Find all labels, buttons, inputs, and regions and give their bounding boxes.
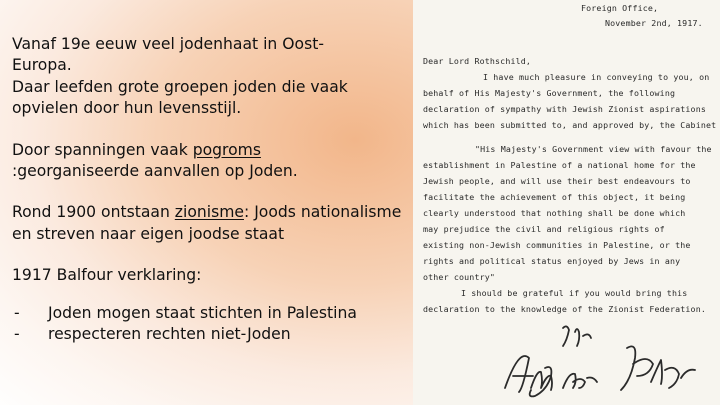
letter-line: "His Majesty's Government view with favour the — [475, 144, 712, 154]
letter-line: I have much pleasure in conveying to you, on — [483, 72, 710, 82]
balfour-bullets — [12, 303, 407, 346]
letter-line: I should be grateful if you would bring this — [461, 288, 688, 298]
intro-line: Daar leefden grote groepen joden die vaak — [12, 77, 348, 96]
letter-line: declaration to the knowledge of the Zionist Federation. — [423, 304, 706, 314]
zionism-prefix: Rond 1900 ontstaan — [12, 203, 175, 222]
letter-line: Foreign Office, — [581, 3, 659, 13]
zionism-definition: : Joods nationalisme en streven naar eigen joodse staat — [12, 203, 402, 243]
letter-line: other country" — [423, 272, 496, 282]
paragraph-pogroms — [12, 140, 407, 183]
pogroms-definition: :georganiseerde aanvallen op Joden. — [12, 162, 298, 181]
paragraph-balfour: 1917 Balfour verklaring: — [12, 266, 202, 285]
balfour-letter-image — [413, 0, 720, 405]
bullet-dash: - — [14, 303, 20, 322]
letter-line: may prejudice the civil and religious rights of — [423, 224, 665, 234]
letter-line: rights and political status enjoyed by Jews in any — [423, 256, 681, 266]
letter-line: existing non-Jewish communities in Palestine, or the — [423, 240, 691, 250]
letter-line: declaration of sympathy with Jewish Zionist aspirations — [423, 104, 706, 114]
paragraph-zionism — [12, 202, 407, 245]
letter-line: which has been submitted to, and approved by, the Cabinet — [423, 120, 717, 130]
letter-line: behalf of His Majesty's Government, the following — [423, 88, 676, 98]
term-pogroms: pogroms — [192, 140, 261, 159]
slide-text-box — [12, 34, 407, 345]
bullet-dash: - — [14, 325, 20, 344]
paragraph-intro — [12, 34, 407, 120]
bullet-text: Joden mogen staat stichten in Palestina — [48, 303, 357, 322]
letter-line: Dear Lord Rothschild, — [423, 56, 532, 66]
intro-line: Vanaf 19e eeuw veel jodenhaat in Oost- — [12, 35, 324, 53]
pogroms-prefix: Door spanningen vaak — [12, 140, 193, 159]
intro-line: Europa. — [12, 56, 72, 75]
letter-line: November 2nd, 1917. — [605, 18, 703, 28]
letter-line: facilitate the achievement of this object, it being — [423, 192, 686, 202]
letter-line: Jewish people, and will use their best endeavours to — [423, 176, 691, 186]
letter-line: establishment in Palestine of a national home for the — [423, 160, 696, 170]
bullet-text: respecteren rechten niet-Joden — [48, 325, 291, 344]
bullet-item — [12, 303, 407, 324]
term-zionisme: zionisme — [174, 203, 244, 222]
letter-line: clearly understood that nothing shall be done which — [423, 208, 686, 218]
intro-line: opvielen door hun levensstijl. — [12, 99, 242, 118]
handwritten-signature — [413, 318, 720, 405]
bullet-item — [12, 324, 407, 345]
